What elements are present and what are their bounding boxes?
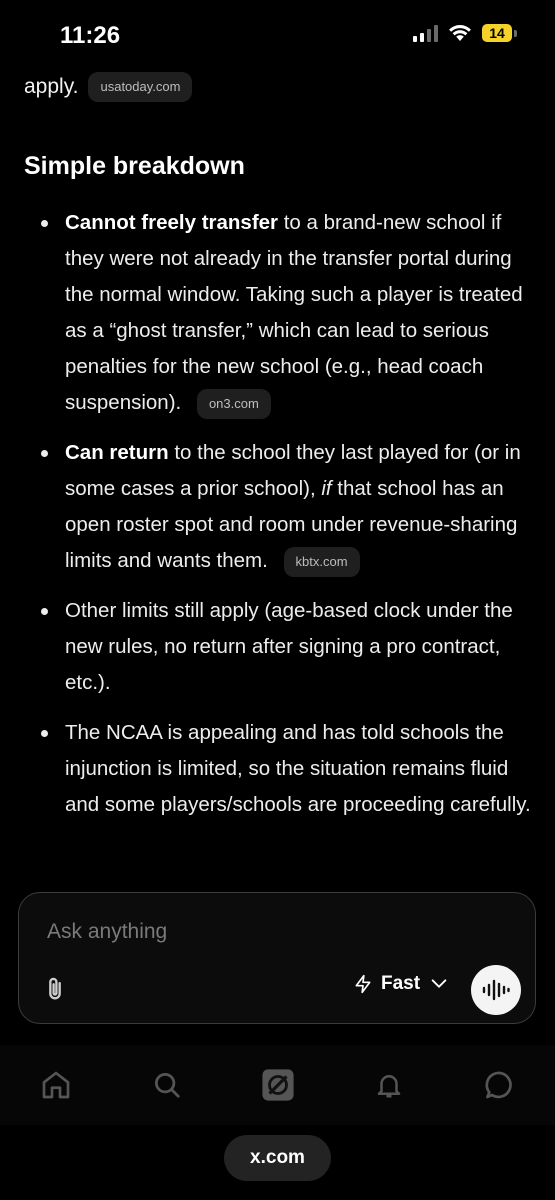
bullet-text: to the school they last played for (or in some cases a prior school), bbox=[65, 441, 521, 500]
cellular-signal-icon bbox=[413, 24, 438, 42]
section-heading: Simple breakdown bbox=[24, 152, 245, 180]
list-item bbox=[24, 435, 534, 579]
paperclip-icon[interactable] bbox=[41, 975, 69, 1003]
bullet-text: Other limits still apply (age-based clock under the new rules, no return after signing a pro contract, etc.). bbox=[65, 599, 513, 694]
battery-icon bbox=[482, 24, 517, 42]
list-item bbox=[24, 593, 534, 701]
status-time: 11:26 bbox=[60, 22, 121, 49]
mode-label: Fast bbox=[381, 973, 421, 994]
intro-text: apply. bbox=[24, 75, 79, 98]
list-item bbox=[24, 715, 534, 823]
browser-url-pill[interactable]: x.com bbox=[224, 1135, 331, 1181]
source-chip-on3[interactable]: on3.com bbox=[197, 389, 271, 419]
bottom-nav bbox=[0, 1045, 555, 1125]
composer bbox=[18, 892, 536, 1024]
battery-level: 14 bbox=[482, 24, 512, 42]
bullet-icon bbox=[41, 220, 48, 227]
source-chip-kbtx[interactable]: kbtx.com bbox=[284, 547, 360, 577]
bullet-text: to a brand-new school if they were not already in the transfer portal during the normal window. Taking such a player is treated as a “ghost transfer,” which can lead to serious penalties for the new school (e.g., head coach suspension). bbox=[65, 211, 523, 414]
bullet-bold: Cannot freely transfer bbox=[65, 211, 279, 234]
nav-notifications[interactable] bbox=[367, 1063, 411, 1107]
waveform-icon bbox=[481, 977, 511, 1003]
bullet-text: The NCAA is appealing and has told schools the injunction is limited, so the situation remains fluid and some players/schools are proceeding carefully. bbox=[65, 721, 531, 816]
nav-home[interactable] bbox=[34, 1063, 78, 1107]
wifi-icon bbox=[448, 24, 472, 42]
ask-input[interactable] bbox=[45, 919, 489, 945]
source-chip-usatoday[interactable]: usatoday.com bbox=[88, 72, 192, 102]
lightning-icon bbox=[353, 973, 373, 995]
bullet-text: that school has an open roster spot and room under revenue-sharing limits and wants them. bbox=[65, 477, 518, 572]
bullet-icon bbox=[41, 730, 48, 737]
home-icon bbox=[40, 1069, 72, 1101]
voice-mode-button[interactable] bbox=[471, 965, 521, 1015]
list-item bbox=[24, 205, 534, 421]
bullet-bold: Can return bbox=[65, 441, 169, 464]
messages-icon bbox=[484, 1069, 516, 1101]
grok-icon bbox=[261, 1068, 295, 1102]
breakdown-list bbox=[24, 205, 534, 837]
bullet-icon bbox=[41, 608, 48, 615]
notifications-icon bbox=[374, 1070, 404, 1100]
intro-line bbox=[24, 70, 534, 104]
search-icon bbox=[152, 1070, 182, 1100]
nav-search[interactable] bbox=[145, 1063, 189, 1107]
mode-selector[interactable] bbox=[353, 973, 450, 995]
nav-messages[interactable] bbox=[478, 1063, 522, 1107]
bullet-italic: if bbox=[321, 477, 332, 500]
nav-grok[interactable] bbox=[256, 1063, 300, 1107]
bullet-icon bbox=[41, 450, 48, 457]
status-indicators bbox=[413, 24, 517, 42]
chevron-down-icon bbox=[428, 977, 450, 991]
